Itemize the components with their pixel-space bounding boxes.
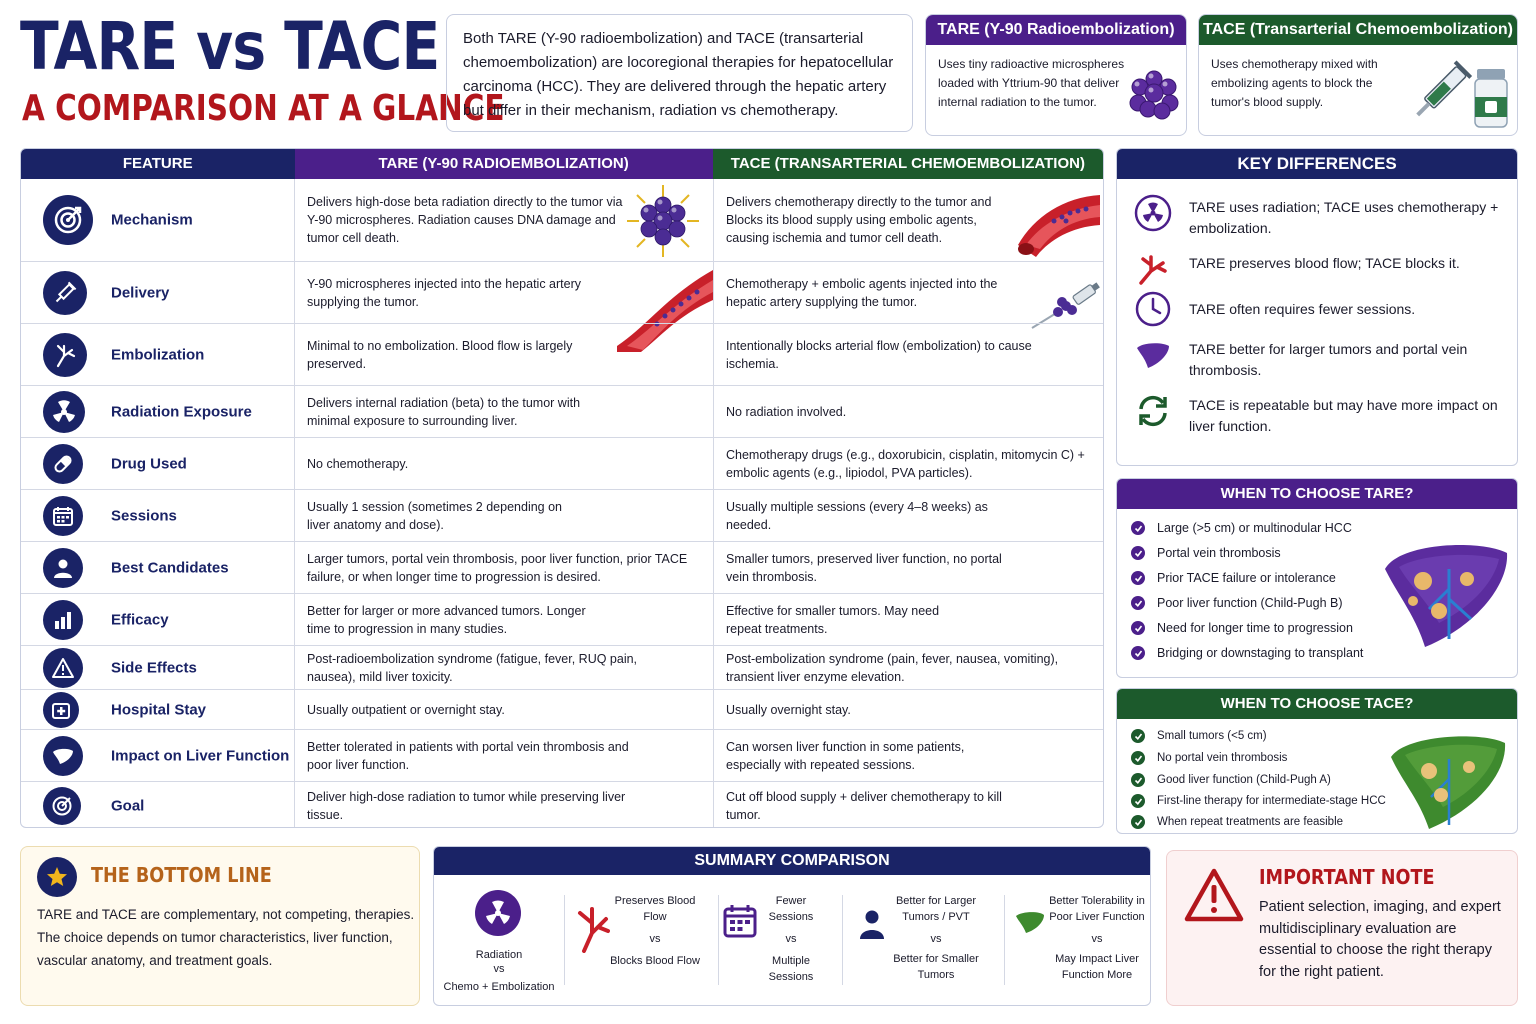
target-icon: [43, 195, 93, 245]
bar-chart-icon: [43, 600, 83, 640]
important-note-panel: [1166, 850, 1518, 1006]
choose-tace-panel: [1116, 688, 1518, 834]
summary-bottom-label: Chemo + Embolization: [443, 981, 555, 993]
table-row: [21, 385, 1103, 437]
tace-info-card: [1198, 14, 1518, 136]
check-icon: [1131, 596, 1145, 610]
y90-microsphere-illustration: [625, 183, 701, 259]
radiation-icon: [1133, 193, 1173, 233]
microsphere-icon: [1124, 65, 1184, 125]
choose-tace-title: WHEN TO CHOOSE TACE?: [1117, 689, 1517, 719]
summary-column: [434, 881, 564, 1001]
list-item: Need for longer time to progression: [1131, 621, 1353, 635]
feature-label: Sessions: [111, 507, 177, 524]
tace-cell: Intentionally blocks arterial flow (embolization) to cause ischemia.: [726, 338, 1032, 371]
summary-column: [1006, 881, 1151, 1001]
bottom-line-panel: [20, 846, 420, 1006]
table-row: [21, 781, 1103, 828]
tare-cell: Deliver high-dose radiation to tumor while preserving liver tissue.: [307, 789, 626, 822]
tace-cell: Usually multiple sessions (every 4–8 weeks) as needed.: [726, 499, 988, 532]
key-diff-text: TARE better for larger tumors and portal vein thrombosis.: [1189, 341, 1468, 378]
tare-cell: Y-90 microspheres injected into the hepatic artery supplying the tumor.: [307, 276, 581, 309]
divider: [1004, 895, 1005, 985]
feature-label: Embolization: [111, 346, 205, 363]
important-note-text: Patient selection, imaging, and expert multidisciplinary evaluation are essential to choose the right therapy for the right patient.: [1259, 899, 1501, 980]
feature-label: Drug Used: [111, 455, 187, 472]
key-differences-panel: [1116, 148, 1518, 466]
table-row: [21, 323, 1103, 385]
tace-cell: Usually overnight stay.: [726, 702, 851, 717]
syringe-icon: [43, 271, 87, 315]
table-row: [21, 437, 1103, 489]
tace-cell: Post-embolization syndrome (pain, fever, nausea, vomiting), transient liver enzyme elevation.: [726, 651, 1059, 684]
summary-top-label: Better Tolerability in Poor Liver Function: [1049, 895, 1145, 923]
table-row: [21, 179, 1103, 261]
vessel-icon: [576, 903, 610, 953]
summary-comparison-panel: [433, 846, 1151, 1006]
check-icon: [1131, 646, 1145, 660]
key-diff-text: TARE preserves blood flow; TACE blocks it.: [1189, 255, 1460, 271]
check-icon: [1131, 773, 1145, 787]
feature-label: Delivery: [111, 284, 170, 301]
header-tare: TARE (Y-90 RADIOEMBOLIZATION): [295, 149, 713, 179]
tare-cell: Post-radioembolization syndrome (fatigue, fever, RUQ pain, nausea), mild liver toxicity.: [307, 651, 638, 684]
tace-cell: Chemotherapy + embolic agents injected into the hepatic artery supplying the tumor.: [726, 276, 998, 309]
person-icon: [858, 909, 886, 939]
summary-title: SUMMARY COMPARISON: [434, 847, 1150, 875]
calendar-icon: [722, 903, 758, 939]
check-icon: [1131, 546, 1145, 560]
summary-bottom-label: Multiple Sessions: [768, 955, 814, 983]
liver-icon: [1133, 335, 1173, 375]
radiation-icon: [474, 889, 522, 937]
summary-top-label: Fewer Sessions: [768, 895, 814, 923]
repeat-icon: [1133, 391, 1173, 431]
list-item: First-line therapy for intermediate-stage HCC: [1131, 794, 1386, 808]
tace-cell: Smaller tumors, preserved liver function, no portal vein thrombosis.: [726, 551, 1002, 584]
list-item: Large (>5 cm) or multinodular HCC: [1131, 521, 1352, 535]
tare-card-text: Uses tiny radioactive microspheres loaded with Yttrium-90 that deliver internal radiation to the tumor.: [938, 57, 1125, 109]
tace-cell: Delivers chemotherapy directly to the tumor and Blocks its blood supply using embolic agents, causing ischemia and tumor cell death.: [726, 195, 992, 245]
summary-vs: vs: [785, 933, 797, 945]
list-item: Poor liver function (Child-Pugh B): [1131, 596, 1343, 610]
summary-top-label: Radiation: [475, 949, 523, 961]
summary-vs: vs: [1091, 933, 1103, 945]
feature-label: Radiation Exposure: [111, 403, 252, 420]
summary-bottom-label: Better for Smaller Tumors: [893, 953, 979, 981]
tare-cell: Usually outpatient or overnight stay.: [307, 702, 505, 717]
check-icon: [1131, 751, 1145, 765]
page-subtitle: A COMPARISON AT A GLANCE: [22, 88, 505, 129]
tare-card-title: TARE (Y-90 Radioembolization): [926, 15, 1186, 45]
list-item: Prior TACE failure or intolerance: [1131, 571, 1336, 585]
summary-bottom-label: Blocks Blood Flow: [610, 955, 700, 967]
important-note-title: IMPORTANT NOTE: [1259, 865, 1435, 889]
list-item: Good liver function (Child-Pugh A): [1131, 773, 1331, 787]
list-item: Portal vein thrombosis: [1131, 546, 1281, 560]
star-icon: [37, 857, 77, 897]
divider: [564, 895, 565, 985]
key-diff-text: TARE often requires fewer sessions.: [1189, 301, 1416, 317]
header-feature: FEATURE: [21, 149, 295, 179]
table-row: [21, 645, 1103, 689]
feature-label: Side Effects: [111, 659, 197, 676]
tare-cell: Delivers internal radiation (beta) to the tumor with minimal exposure to surrounding liver.: [307, 395, 581, 428]
list-item: Bridging or downstaging to transplant: [1131, 646, 1363, 660]
tace-cell: Can worsen liver function in some patients, especially with repeated sessions.: [726, 739, 965, 772]
hospital-icon: [43, 692, 79, 728]
blood-vessel-illustration: [1014, 187, 1104, 257]
check-icon: [1131, 621, 1145, 635]
radiation-icon: [43, 391, 85, 433]
summary-column: [720, 881, 860, 1001]
key-diff-text: TARE uses radiation; TACE uses chemotherapy + embolization.: [1189, 199, 1499, 236]
choose-tare-title: WHEN TO CHOOSE TARE?: [1117, 479, 1517, 509]
check-icon: [1131, 729, 1145, 743]
table-row: [21, 261, 1103, 323]
check-icon: [1131, 815, 1145, 829]
list-item: Small tumors (<5 cm): [1131, 729, 1267, 743]
person-icon: [43, 548, 83, 588]
summary-column: [566, 881, 716, 1001]
choose-tare-panel: [1116, 478, 1518, 678]
summary-bottom-label: May Impact Liver Function More: [1055, 953, 1139, 981]
table-row: [21, 729, 1103, 781]
green-liver-illustration: [1385, 731, 1509, 831]
tare-cell: No chemotherapy.: [307, 456, 409, 471]
tare-cell: Usually 1 session (sometimes 2 depending on liver anatomy and dose).: [307, 499, 562, 532]
table-row: [21, 689, 1103, 729]
summary-column: [844, 881, 1004, 1001]
divider: [718, 895, 719, 985]
goal-icon: [43, 787, 81, 825]
check-icon: [1131, 521, 1145, 535]
syringe-vial-icon: [1411, 53, 1511, 133]
summary-vs: vs: [649, 933, 661, 945]
divider: [842, 895, 843, 985]
vessel-icon: [43, 333, 87, 377]
summary-vs: vs: [930, 933, 942, 945]
key-differences-title: KEY DIFFERENCES: [1117, 149, 1517, 179]
feature-label: Efficacy: [111, 611, 169, 628]
page-title: TARE vs TACE: [20, 8, 440, 85]
tace-cell: Effective for smaller tumors. May need repeat treatments.: [726, 603, 940, 636]
clock-icon: [1133, 289, 1173, 329]
tace-cell: No radiation involved.: [726, 404, 847, 419]
tace-card-text: Uses chemotherapy mixed with embolizing agents to block the tumor's blood supply.: [1211, 57, 1378, 109]
feature-label: Hospital Stay: [111, 701, 207, 718]
calendar-icon: [43, 496, 83, 536]
feature-label: Mechanism: [111, 211, 193, 229]
liver-icon: [1014, 909, 1046, 935]
tare-cell: Minimal to no embolization. Blood flow is largely preserved.: [307, 338, 573, 371]
feature-label: Best Candidates: [111, 559, 229, 576]
liver-icon: [43, 736, 83, 776]
pill-icon: [43, 444, 83, 484]
table-row: [21, 541, 1103, 593]
tace-cell: Chemotherapy drugs (e.g., doxorubicin, cisplatin, mitomycin C) + embolic agents (e.g., lipiodol, PVA particles).: [726, 447, 1085, 480]
purple-liver-illustration: [1379, 539, 1511, 651]
summary-vs: vs: [493, 963, 505, 975]
check-icon: [1131, 794, 1145, 808]
key-diff-text: TACE is repeatable but may have more impact on liver function.: [1189, 397, 1498, 434]
warning-icon: [1183, 867, 1245, 923]
tare-cell: Better for larger or more advanced tumors. Longer time to progression in many studies.: [307, 603, 586, 636]
tare-cell: Delivers high-dose beta radiation directly to the tumor via Y-90 microspheres. Radiation causes DNA damage and tumor cell death.: [307, 195, 623, 245]
list-item: No portal vein thrombosis: [1131, 751, 1287, 765]
table-header: [21, 149, 1103, 179]
list-item: When repeat treatments are feasible: [1131, 815, 1343, 829]
tare-cell: Larger tumors, portal vein thrombosis, poor liver function, prior TACE failure, or when longer time to progression is desired.: [307, 551, 688, 584]
warning-icon: [43, 648, 83, 688]
bottom-line-text: TARE and TACE are complementary, not competing, therapies. The choice depends on tumor characteristics, liver function, vascular anatomy, and treatment goals.: [37, 907, 415, 968]
vessel-icon: [1133, 249, 1173, 289]
tace-cell: Cut off blood supply + deliver chemotherapy to kill tumor.: [726, 789, 1002, 822]
tare-cell: Better tolerated in patients with portal vein thrombosis and poor liver function.: [307, 739, 629, 772]
table-row: [21, 593, 1103, 645]
intro-box: Both TARE (Y-90 radioembolization) and TACE (transarterial chemoembolization) are locoregional therapies for hepatocellular carcinoma (HCC). They are delivered through the hepatic artery but differ in their mechanism, radiation vs chemotherapy.: [446, 14, 913, 132]
check-icon: [1131, 571, 1145, 585]
summary-top-label: Better for Larger Tumors / PVT: [895, 895, 977, 923]
header-tace: TACE (TRANSARTERIAL CHEMOEMBOLIZATION): [713, 149, 1103, 179]
summary-top-label: Preserves Blood Flow: [614, 895, 696, 923]
bottom-line-title: THE BOTTOM LINE: [91, 863, 272, 887]
tare-info-card: [925, 14, 1187, 136]
tace-card-title: TACE (Transarterial Chemoembolization): [1199, 15, 1517, 45]
feature-label: Impact on Liver Function: [111, 747, 290, 764]
feature-label: Goal: [111, 797, 145, 814]
table-row: [21, 489, 1103, 541]
comparison-table: [20, 148, 1104, 828]
